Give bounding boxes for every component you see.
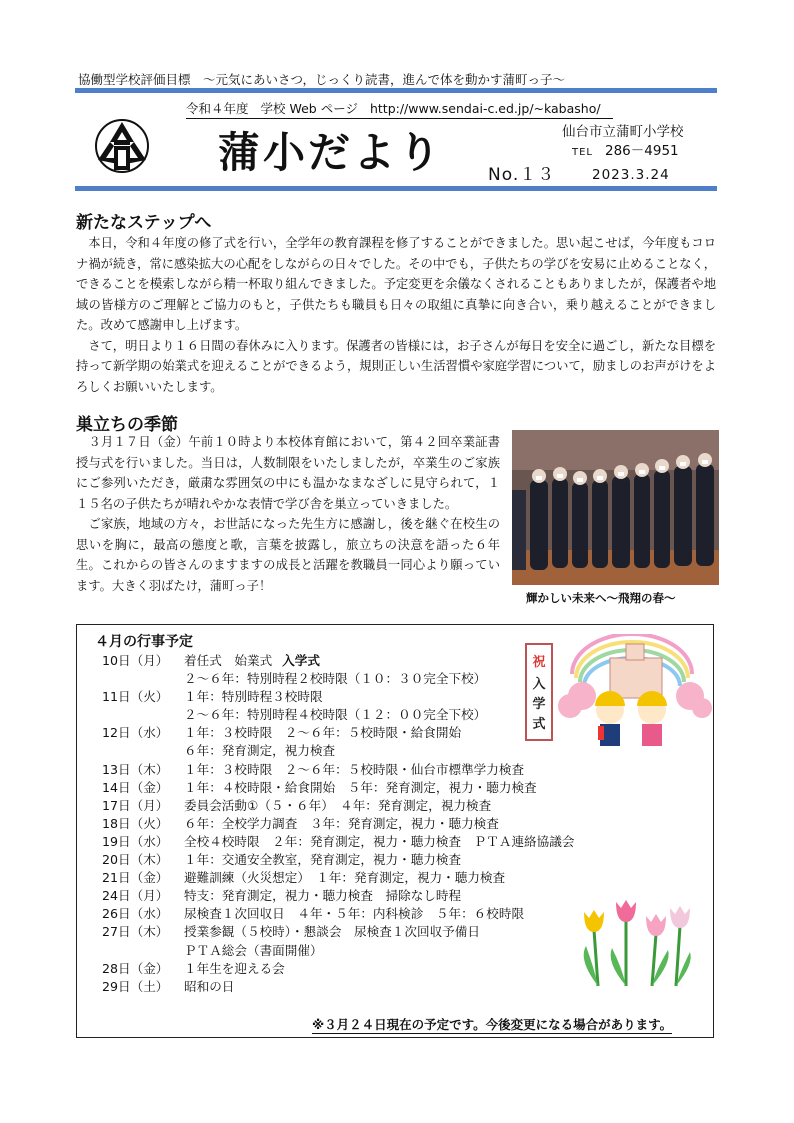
schedule-date: 24日（月）: [102, 888, 169, 904]
svg-text:入: 入: [532, 677, 546, 692]
schedule-date: 17日（月）: [102, 797, 169, 813]
entrance-ceremony-illustration: [522, 634, 712, 758]
web-year: 令和４年度: [186, 101, 249, 116]
schedule-title: ４月の行事予定: [95, 634, 193, 650]
schedule-date: 27日（木）: [102, 924, 169, 940]
schedule-text: 全校４校時限 ２年：発育測定，視力・聴力検査 ＰＴＡ連絡協議会: [184, 833, 575, 849]
photo-caption: 輝かしい未来へ～飛翔の春～: [526, 591, 676, 605]
schedule-highlight: 入学式: [282, 653, 320, 668]
schedule-date: 28日（金）: [102, 960, 169, 976]
svg-text:式: 式: [532, 717, 546, 732]
schedule-text: 着任式 始業式: [184, 653, 273, 668]
schedule-row: [102, 833, 574, 851]
schedule-row: [102, 688, 574, 706]
schedule-date: 10日（月）: [102, 653, 169, 668]
header-rule-bottom: [75, 186, 717, 191]
schedule-row: [102, 779, 574, 797]
phone: [572, 139, 679, 159]
schedule-list: [102, 652, 574, 996]
svg-text:祝: 祝: [532, 655, 546, 670]
schedule-row: [102, 978, 574, 996]
issue-number: No.１３: [488, 165, 556, 185]
schedule-date: 11日（火）: [102, 689, 169, 705]
schedule-text: １年：３校時限 ２～６年：５校時限・仙台市標準学力検査: [184, 761, 525, 777]
schedule-row: [102, 652, 574, 670]
schedule-row: [102, 851, 574, 869]
schedule-text: ６年：発育測定，視力検査: [184, 743, 336, 759]
web-label: 学校 Web ページ: [260, 101, 358, 116]
schedule-row: [102, 797, 574, 815]
paragraph: 本日，令和４年度の修了式を行い，全学年の教育課程を修了することができました。思い起こせば，今年度もコロナ禍が続き，常に感染拡大の心配をしながらの日々でした。その中でも，子供たちの学びを安易に止めることなく，できることを模索しながら精一杯取り組んできました。予定変更を余儀なくされることもありましたが，保護者や地域の皆様方のご理解とご協力のもと，子供たちも職員も日々の取組に真摯に向き合い，乗り越えることができました。改めて感謝申し上げます。: [76, 236, 716, 332]
graduation-photo: [512, 430, 719, 585]
section-body-new-step: [76, 233, 716, 397]
school-emblem-icon: [90, 118, 154, 174]
schedule-text: １年：特別時程３校時限: [184, 689, 323, 705]
schedule-row: [102, 942, 574, 960]
schedule-text: 委員会活動①（５・６年） ４年：発育測定，視力検査: [184, 797, 492, 813]
section-heading-new-step: 新たなステップへ: [76, 213, 212, 233]
schedule-date: 12日（水）: [102, 725, 169, 741]
header-rule-top: [75, 88, 717, 93]
section-body-graduation: [76, 432, 500, 596]
schedule-row: [102, 869, 574, 887]
schedule-date: 26日（水）: [102, 906, 169, 922]
schedule-row: [102, 724, 574, 742]
school-name: 仙台市立蒲町小学校: [562, 124, 684, 140]
schedule-date: 20日（木）: [102, 852, 169, 868]
schedule-date: 13日（木）: [102, 761, 169, 777]
paragraph: ご家族，地域の方々，お世話になった先生方に感謝し，後を継ぐ在校生の思いを胸に，最高の態度と歌，言葉を披露し，旅立ちの決意を語った６年生。これからの皆さんのますますの成長と活躍を教職員一同心より願っています。大きく羽ばたけ，蒲町っ子！: [76, 517, 500, 593]
schedule-text: 授業参観（５校時）・懇談会 尿検査１次回収予備日: [184, 924, 480, 940]
tel-number: 286－4951: [605, 143, 679, 159]
tel-label: TEL: [572, 147, 593, 158]
schedule-text: ２～６年：特別時程４校時限（１２：００完全下校）: [184, 707, 487, 723]
schedule-text: ２～６年：特別時程２校時限（１０：３０完全下校）: [184, 671, 487, 687]
schedule-date: 18日（火）: [102, 815, 169, 831]
schedule-row: [102, 887, 574, 905]
schedule-text: 特支：発育測定，視力・聴力検査 掃除なし時程: [184, 888, 462, 904]
schedule-text: １年生を迎える会: [184, 960, 285, 976]
issue-date: 2023.3.24: [592, 167, 670, 183]
schedule-row: [102, 742, 574, 760]
web-info: [186, 99, 613, 119]
section-heading-graduation: 巣立ちの季節: [76, 415, 178, 435]
schedule-text: １年：交通安全教室，発育測定，視力・聴力検査: [184, 852, 462, 868]
schedule-date: 29日（土）: [102, 978, 169, 994]
schedule-text: ６年：全校学力調査 ３年：発育測定，視力・聴力検査: [184, 815, 499, 831]
schedule-date: 19日（水）: [102, 833, 169, 849]
schedule-row: [102, 815, 574, 833]
schedule-text: ＰＴＡ総会（書面開催）: [184, 942, 323, 958]
schedule-text: １年：３校時限 ２～６年：５校時限・給食開始: [184, 725, 462, 741]
schedule-date: 14日（金）: [102, 779, 169, 795]
paragraph: ３月１７日（金）午前１０時より本校体育館において，第４２回卒業証書授与式を行いました。当日は，人数制限をいたしましたが，卒業生のご家族にご参列いただき，厳粛な雰囲気の中にも温かなまなざしに見守られて，１１５名の子供たちが晴れやかな表情で学び舎を巣立っていきました。: [76, 435, 500, 511]
svg-text:学: 学: [532, 697, 546, 712]
schedule-text: 尿検査１次回収日 ４年・５年：内科検診 ５年：６校時限: [184, 906, 525, 922]
schedule-date: 21日（金）: [102, 870, 169, 886]
web-url[interactable]: http://www.sendai-c.ed.jp/~kabasho/: [369, 101, 601, 116]
newsletter-title: 蒲小だより: [218, 128, 444, 177]
paragraph: さて，明日より１６日間の春休みに入ります。保護者の皆様には，お子さんが毎日を安全に過ごし，新たな目標を持って新学期の始業式を迎えることができるよう，規則正しい生活習慣や家庭学習について，励ましのお声がけをよろしくお願いいたします。: [76, 338, 716, 394]
schedule-row: [102, 706, 574, 724]
schedule-text: 昭和の日: [184, 978, 235, 994]
schedule-row: [102, 960, 574, 978]
tulip-illustration: [576, 890, 696, 990]
schedule-row: [102, 923, 574, 941]
schedule-row: [102, 761, 574, 779]
schedule-note: ※３月２４日現在の予定です。今後変更になる場合があります。: [312, 1017, 673, 1032]
schedule-row: [102, 905, 574, 923]
schedule-row: [102, 670, 574, 688]
schedule-text: １年：４校時限・給食開始 ５年：発育測定，視力・聴力検査: [184, 779, 537, 795]
school-motto: 協働型学校評価目標 ～元気にあいさつ，じっくり読書，進んで体を動かす蒲町っ子～: [78, 72, 566, 87]
schedule-text: 避難訓練（火災想定） １年：発育測定，視力・聴力検査: [184, 870, 506, 886]
